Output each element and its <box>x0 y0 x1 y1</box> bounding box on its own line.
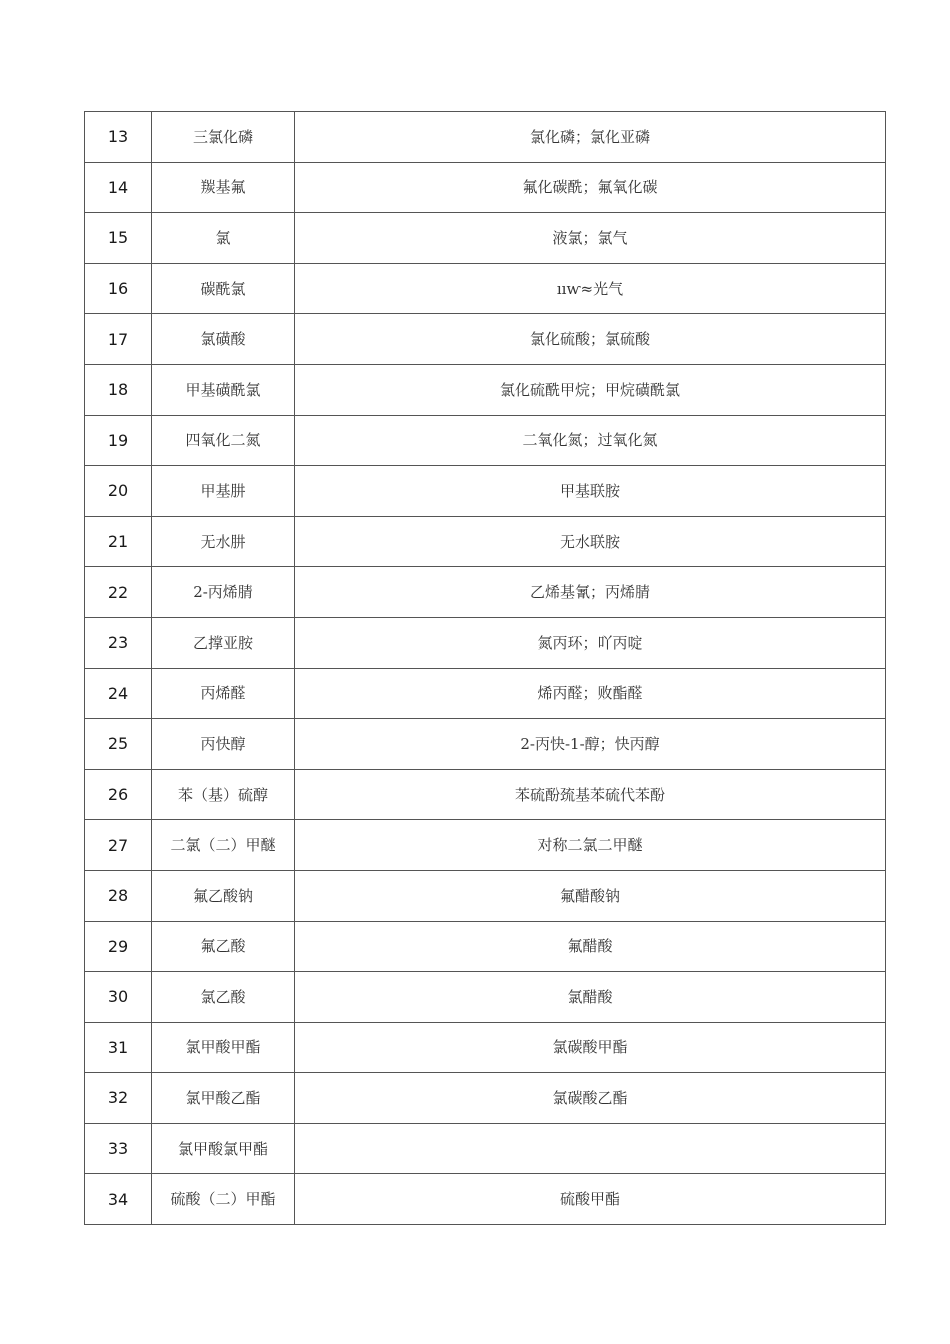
table-row <box>85 162 886 213</box>
chemical-name-cell: 氯 <box>152 213 295 264</box>
row-number-cell: 24 <box>85 668 152 719</box>
row-number-cell: 14 <box>85 162 152 213</box>
alias-cell: 苯硫酚巯基苯硫代苯酚 <box>295 769 886 820</box>
alias-cell: 氯碳酸甲酯 <box>295 1022 886 1073</box>
row-number-cell: 19 <box>85 415 152 466</box>
alias-cell: 氮丙环；吖丙啶 <box>295 617 886 668</box>
chemical-name-cell: 氯磺酸 <box>152 314 295 365</box>
chemical-name-cell: 苯（基）硫醇 <box>152 769 295 820</box>
alias-cell: 无水联胺 <box>295 516 886 567</box>
row-number-cell: 32 <box>85 1073 152 1124</box>
row-number-cell: 26 <box>85 769 152 820</box>
chemical-name-cell: 乙撑亚胺 <box>152 617 295 668</box>
table-row <box>85 314 886 365</box>
row-number-cell: 30 <box>85 972 152 1023</box>
chemical-name-cell: 二氯（二）甲醚 <box>152 820 295 871</box>
chemical-name-cell: 硫酸（二）甲酯 <box>152 1174 295 1225</box>
alias-cell: ııⱳ≈光气 <box>295 263 886 314</box>
table-row <box>85 1022 886 1073</box>
table-row <box>85 1123 886 1174</box>
row-number-cell: 27 <box>85 820 152 871</box>
alias-cell: 氯化硫酰甲烷；甲烷磺酰氯 <box>295 364 886 415</box>
table-row <box>85 719 886 770</box>
row-number-cell: 17 <box>85 314 152 365</box>
alias-cell: 对称二氯二甲醚 <box>295 820 886 871</box>
chemical-name-cell: 2-丙烯腈 <box>152 567 295 618</box>
alias-cell: 氯化硫酸；氯硫酸 <box>295 314 886 365</box>
alias-cell: 二氧化氮；过氧化氮 <box>295 415 886 466</box>
chemical-name-cell: 羰基氟 <box>152 162 295 213</box>
alias-cell: 氟醋酸 <box>295 921 886 972</box>
row-number-cell: 25 <box>85 719 152 770</box>
alias-cell: 甲基联胺 <box>295 466 886 517</box>
table-row <box>85 972 886 1023</box>
alias-cell: 乙烯基氰；丙烯腈 <box>295 567 886 618</box>
chemical-name-cell: 无水肼 <box>152 516 295 567</box>
chemical-name-cell: 氯甲酸甲酯 <box>152 1022 295 1073</box>
row-number-cell: 18 <box>85 364 152 415</box>
chemical-name-cell: 氯甲酸乙酯 <box>152 1073 295 1124</box>
row-number-cell: 31 <box>85 1022 152 1073</box>
alias-cell <box>295 1123 886 1174</box>
chemical-name-cell: 甲基肼 <box>152 466 295 517</box>
table-row <box>85 921 886 972</box>
chemical-name-cell: 氯甲酸氯甲酯 <box>152 1123 295 1174</box>
table-row <box>85 1174 886 1225</box>
table-row <box>85 1073 886 1124</box>
alias-cell: 氯醋酸 <box>295 972 886 1023</box>
alias-cell: 氟化碳酰；氟氧化碳 <box>295 162 886 213</box>
row-number-cell: 20 <box>85 466 152 517</box>
table-row <box>85 112 886 163</box>
row-number-cell: 33 <box>85 1123 152 1174</box>
table-row <box>85 364 886 415</box>
alias-cell: 氯化磷；氯化亚磷 <box>295 112 886 163</box>
row-number-cell: 21 <box>85 516 152 567</box>
alias-cell: 烯丙醛；败酯醛 <box>295 668 886 719</box>
table-row <box>85 466 886 517</box>
chemical-name-cell: 氯乙酸 <box>152 972 295 1023</box>
row-number-cell: 15 <box>85 213 152 264</box>
row-number-cell: 34 <box>85 1174 152 1225</box>
table-row <box>85 668 886 719</box>
chemical-name-cell: 三氯化磷 <box>152 112 295 163</box>
chemical-name-cell: 丙快醇 <box>152 719 295 770</box>
chemical-name-cell: 甲基磺酰氯 <box>152 364 295 415</box>
table-row <box>85 415 886 466</box>
table-row <box>85 516 886 567</box>
row-number-cell: 13 <box>85 112 152 163</box>
table-row <box>85 567 886 618</box>
chemical-name-cell: 丙烯醛 <box>152 668 295 719</box>
alias-cell: 氟醋酸钠 <box>295 870 886 921</box>
chemical-name-cell: 氟乙酸 <box>152 921 295 972</box>
row-number-cell: 23 <box>85 617 152 668</box>
row-number-cell: 16 <box>85 263 152 314</box>
chemical-name-cell: 碳酰氯 <box>152 263 295 314</box>
chemical-table-body <box>85 112 886 1225</box>
table-row <box>85 769 886 820</box>
table-row <box>85 820 886 871</box>
chemical-name-cell: 四氧化二氮 <box>152 415 295 466</box>
alias-cell: 氯碳酸乙酯 <box>295 1073 886 1124</box>
alias-cell: 2-丙快-1-醇；快丙醇 <box>295 719 886 770</box>
table-row <box>85 617 886 668</box>
table-row <box>85 213 886 264</box>
alias-cell: 液氯；氯气 <box>295 213 886 264</box>
table-row <box>85 870 886 921</box>
table-row <box>85 263 886 314</box>
chemical-table <box>84 111 886 1225</box>
row-number-cell: 22 <box>85 567 152 618</box>
row-number-cell: 29 <box>85 921 152 972</box>
chemical-name-cell: 氟乙酸钠 <box>152 870 295 921</box>
row-number-cell: 28 <box>85 870 152 921</box>
alias-cell: 硫酸甲酯 <box>295 1174 886 1225</box>
